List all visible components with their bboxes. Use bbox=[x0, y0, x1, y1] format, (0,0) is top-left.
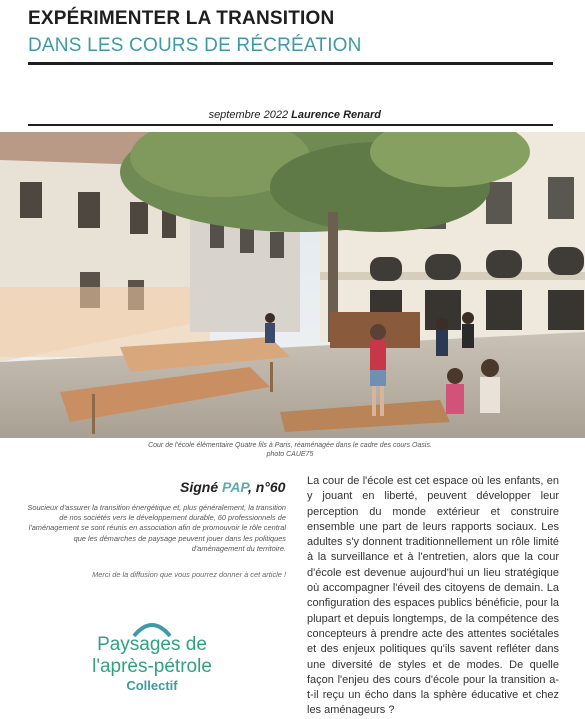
title-line-2: DANS LES COURS DE RÉCRÉATION bbox=[28, 35, 362, 56]
signature-number: , n°60 bbox=[247, 479, 286, 495]
thanks-note: Merci de la diffusion que vous pourrez donner à cet article ! bbox=[92, 570, 286, 579]
logo-line-2: l'après-pétrole bbox=[92, 656, 212, 677]
schoolyard-illustration bbox=[0, 132, 585, 438]
byline-rule bbox=[28, 124, 553, 126]
logo-line-1: Paysages de bbox=[97, 634, 207, 655]
signature-heading bbox=[180, 479, 285, 495]
signature-pap: PAP bbox=[222, 479, 248, 495]
title-rule bbox=[28, 62, 553, 65]
caption-line-1: Cour de l'école élémentaire Quatre fils à Paris, réaménagée dans le cadre des cours Oasis. bbox=[148, 442, 432, 449]
byline-date: septembre 2022 bbox=[208, 109, 289, 121]
caption-line-2: photo CAUE75 bbox=[266, 451, 314, 458]
collectif-logo bbox=[72, 612, 232, 696]
signature-prefix: Signé bbox=[180, 479, 219, 495]
lead-paragraph: Soucieux d'assurer la transition énergétique et, plus généralement, la transition de nos sociétés vers le développement durable, 60 professionnels de l'aménagement se sont réunis en association afin de promouvoir le rôle central que les démarches de paysage peuvent jouer dans les politiques d'aménagement du territoire. bbox=[27, 503, 286, 553]
logo-line-3: Collectif bbox=[126, 678, 178, 693]
title-line-1: EXPÉRIMENTER LA TRANSITION bbox=[28, 8, 335, 29]
byline-author: Laurence Renard bbox=[291, 109, 381, 121]
schoolyard-photo bbox=[0, 132, 585, 438]
photo-caption bbox=[145, 441, 435, 459]
article-body: La cour de l'école est cet espace où les enfants, en y jouant en liberté, peuvent développer leur perception du monde extérieur et construire ensemble une part de leurs rapports sociaux. Les adultes s'y donnent traditionnellement un rôle limité à la surveillance et à l'entretien, alors que la cour d'école est devenue aujourd'hui un lieu stratégique où accompagner l'éveil des citoyens de demain. La configuration des espaces publics bénéficie, pour la plupart et depuis longtemps, de la compétence des concepteurs à prendre acte des attentes sociétales et des enjeux politiques qu'ils savent refléter dans une diversité de styles et de modes. De quelle façon l'enjeu des cours d'école pour la transition a-t-il reçu un écho dans la sphère éducative et chez les aménageurs ? bbox=[307, 475, 559, 717]
byline bbox=[209, 109, 381, 121]
